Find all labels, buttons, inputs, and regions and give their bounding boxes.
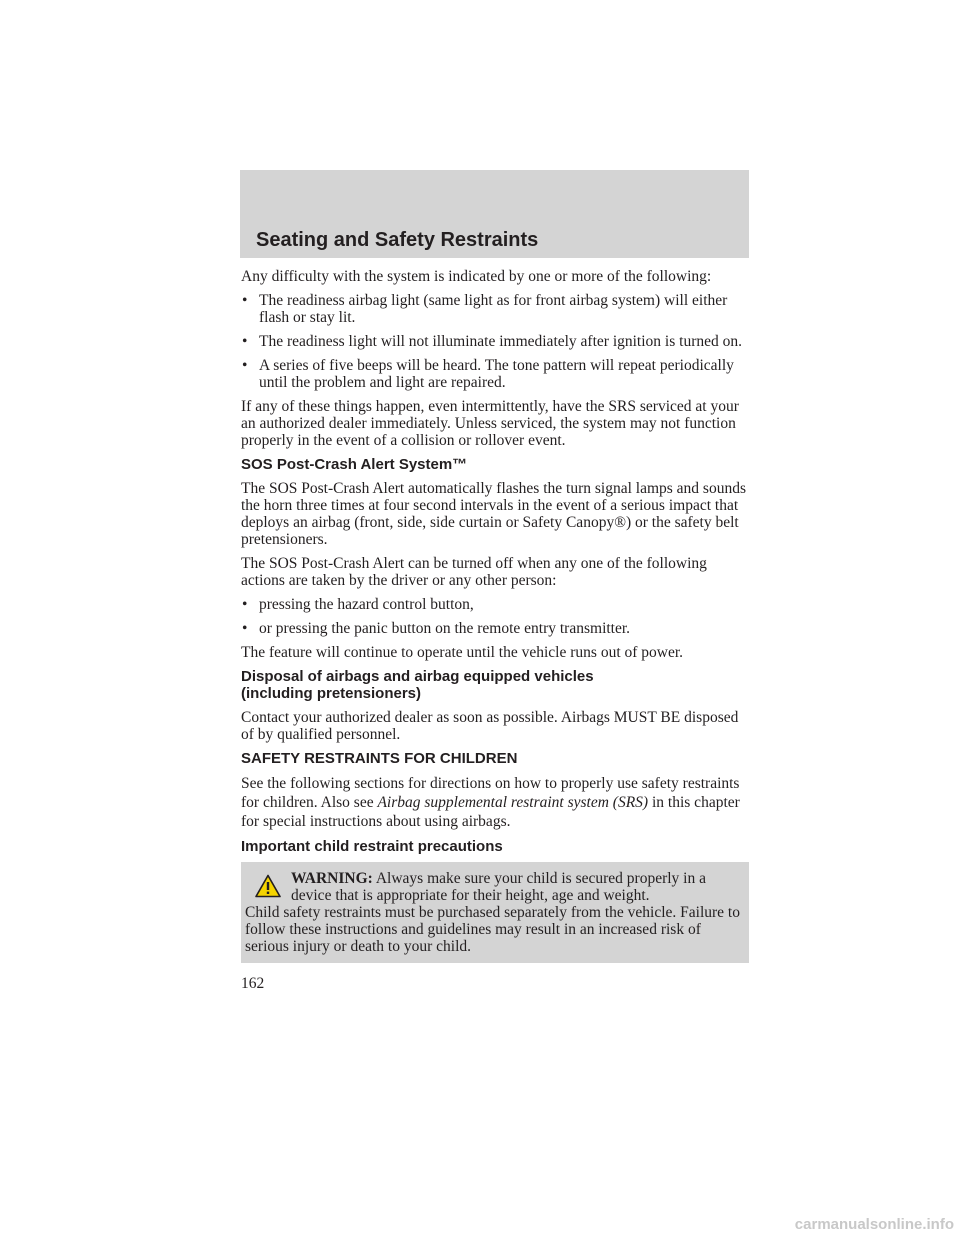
page-content xyxy=(241,268,753,963)
warning-triangle-icon xyxy=(255,874,281,898)
list-item: • pressing the hazard control button, xyxy=(242,596,474,613)
warning-text-1: Always make sure your child is secured properly in a device that is appropriate for their height, age and weight. xyxy=(291,870,706,904)
list-item: • The readiness light will not illuminate immediately after ignition is turned on. xyxy=(242,333,742,350)
watermark: carmanualsonline.info xyxy=(794,1216,954,1233)
power-paragraph: The feature will continue to operate until the vehicle runs out of power. xyxy=(241,644,684,661)
warning-text-2: Child safety restraints must be purchased separately from the vehicle. Failure to follow these instructions and guidelines may result in an increased risk of serious injury or death to your child. xyxy=(245,904,740,955)
intro-paragraph: Any difficulty with the system is indicated by one or more of the following: xyxy=(241,268,712,285)
srs-reference: Airbag supplemental restraint system (SRS) xyxy=(377,794,649,811)
disposal-heading: Disposal of airbags and airbag equipped vehicles (including pretensioners) xyxy=(241,668,594,702)
warning-label: WARNING: xyxy=(291,870,373,887)
service-paragraph: If any of these things happen, even intermittently, have the SRS serviced at your an authorized dealer immediately. Unless serviced, the system may not function properly in the event of a collision or rollover event. xyxy=(241,398,739,449)
list-item: • or pressing the panic button on the remote entry transmitter. xyxy=(242,620,631,637)
list-item: • A series of five beeps will be heard. The tone pattern will repeat periodically until the problem and light are repaired. xyxy=(242,357,734,391)
sos-heading: SOS Post-Crash Alert System™ xyxy=(241,456,468,473)
children-heading: SAFETY RESTRAINTS FOR CHILDREN xyxy=(241,750,518,767)
warning-first-lines xyxy=(245,870,745,904)
children-paragraph: See the following sections for directions on how to properly use safety restraints for children. Also see Airbag supplemental restraint system (SRS) in this chapter for special instructions about using airbags. xyxy=(241,775,740,830)
sos-paragraph-1: The SOS Post-Crash Alert automatically flashes the turn signal lamps and sounds the horn three times at four second intervals in the event of a serious impact that deploys an airbag (front, side, side curtain or Safety Canopy®) or the safety belt pretensioners. xyxy=(241,480,746,548)
disposal-paragraph: Contact your authorized dealer as soon as possible. Airbags MUST BE disposed of by qualified personnel. xyxy=(241,709,739,743)
page-number: 162 xyxy=(241,975,265,992)
section-title: Seating and Safety Restraints xyxy=(256,229,539,251)
sos-paragraph-2: The SOS Post-Crash Alert can be turned off when any one of the following actions are taken by the driver or any other person: xyxy=(241,555,707,589)
list-item: • The readiness airbag light (same light as for front airbag system) will either flash or stay lit. xyxy=(242,292,728,326)
warning-box xyxy=(241,862,749,963)
precautions-heading: Important child restraint precautions xyxy=(241,838,503,855)
